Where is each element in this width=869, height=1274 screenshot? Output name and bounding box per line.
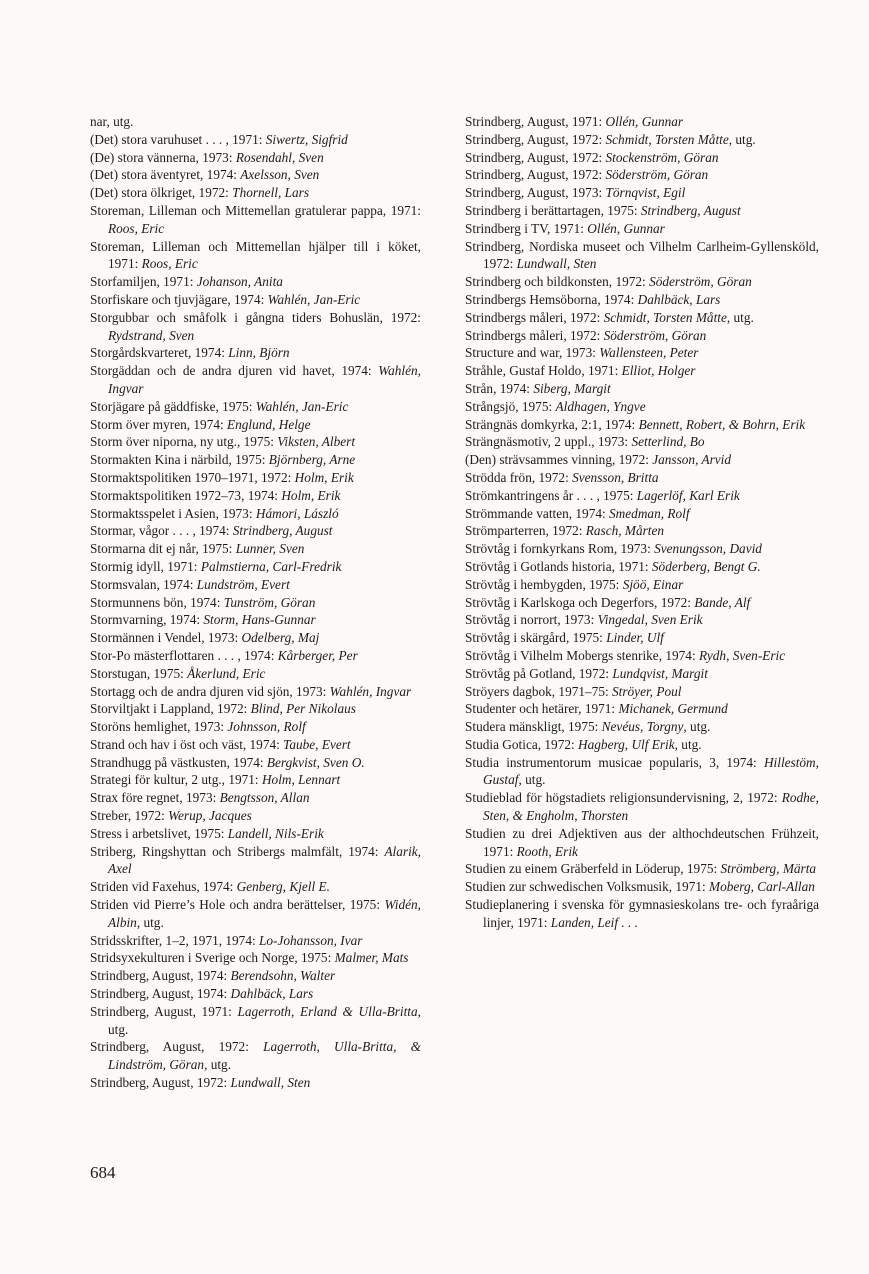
entry-author: Kårberger, Per xyxy=(277,647,358,663)
entry-author: Moberg, Carl-Allan xyxy=(709,879,815,895)
index-entry xyxy=(90,505,421,523)
entry-title: Strödda frön, 1972: xyxy=(465,469,573,485)
entry-title: Storfamiljen, 1971: xyxy=(90,274,197,290)
entry-title: Strövtåg i Vilhelm Mobergs stenrike, 1974: xyxy=(465,647,699,663)
entry-title: Stormunnens bön, 1974: xyxy=(90,594,224,610)
entry-title: Strövtåg på Gotland, 1972: xyxy=(465,665,613,681)
index-entry xyxy=(465,860,819,878)
index-entry xyxy=(465,576,819,594)
index-entry xyxy=(90,558,421,576)
entry-title: Storjägare på gäddfiske, 1975: xyxy=(90,398,256,414)
entry-author: Hagberg, Ulf Erik xyxy=(578,736,675,752)
entry-author: Schmidt, Torsten Måtte xyxy=(605,131,729,147)
entry-author: Lundström, Evert xyxy=(196,576,290,592)
entry-author: Tunström, Göran xyxy=(223,594,316,610)
index-entry xyxy=(90,789,421,807)
entry-author: Linn, Björn xyxy=(228,345,290,361)
entry-author: Wahlén, Jan-Eric xyxy=(267,291,361,307)
entry-author: Landen, Leif . . . xyxy=(550,914,638,930)
entry-suffix: , utg. xyxy=(108,1003,421,1037)
entry-title: Strindberg, August, 1972: xyxy=(465,131,606,147)
entry-author: Strömberg, Märta xyxy=(720,861,817,877)
entry-author: Holm, Erik xyxy=(281,487,341,503)
entry-title: Strån, 1974: xyxy=(465,380,534,396)
entry-author: Åkerlund, Eric xyxy=(187,665,266,681)
entry-title: Strömmande vatten, 1974: xyxy=(465,505,610,521)
index-entry xyxy=(90,113,421,131)
entry-title: Stor-Po mästerflottaren . . . , 1974: xyxy=(90,647,278,663)
index-entry xyxy=(90,985,421,1003)
index-entry xyxy=(465,416,819,434)
entry-title: Storgårdskvarteret, 1974: xyxy=(90,345,229,361)
entry-author: Svenungsson, David xyxy=(654,541,762,557)
index-entry xyxy=(90,896,421,932)
entry-title: Strindberg, August, 1971: xyxy=(465,114,606,129)
entry-author: Bengtsson, Allan xyxy=(219,790,310,806)
index-entry xyxy=(465,754,819,790)
index-entry xyxy=(90,949,421,967)
entry-author: Palmstierna, Carl-Fredrik xyxy=(200,558,342,574)
entry-title: (Det) stora varuhuset . . . , 1971: xyxy=(90,131,266,147)
index-entry xyxy=(90,166,421,184)
entry-title: Stormig idyll, 1971: xyxy=(90,558,201,574)
entry-author: Thornell, Lars xyxy=(232,185,310,201)
index-entry xyxy=(465,683,819,701)
index-entry xyxy=(465,433,819,451)
index-entry xyxy=(465,540,819,558)
entry-title: Stormaktspolitiken 1970–1971, 1972: xyxy=(90,469,295,485)
entry-author: Elliot, Holger xyxy=(621,363,696,379)
entry-title: Stormsvalan, 1974: xyxy=(90,576,197,592)
index-entry xyxy=(90,149,421,167)
index-entry xyxy=(90,1003,421,1039)
entry-author: Hillestöm, Gustaf xyxy=(483,754,819,788)
entry-title: Strövtåg i fornkyrkans Rom, 1973: xyxy=(465,541,655,557)
index-entry xyxy=(90,878,421,896)
index-entry xyxy=(465,184,819,202)
entry-title: Stress i arbetslivet, 1975: xyxy=(90,825,228,841)
entry-title: Strindberg, August, 1973: xyxy=(465,185,606,201)
entry-author: Söderberg, Bengt G. xyxy=(651,558,761,574)
index-entry xyxy=(465,149,819,167)
entry-author: Svensson, Britta xyxy=(572,469,659,485)
entry-title: Strindberg, August, 1972: xyxy=(90,1039,264,1055)
entry-title: Stormar, vågor . . . , 1974: xyxy=(90,523,233,539)
index-entry xyxy=(465,362,819,380)
entry-title: nar, utg. xyxy=(90,114,134,129)
entry-author: Dahlbäck, Lars xyxy=(637,291,721,307)
index-entry xyxy=(90,398,421,416)
entry-title: Strindberg, August, 1972: xyxy=(90,1075,231,1091)
index-entry xyxy=(90,1038,421,1074)
entry-title: Strindberg i berättartagen, 1975: xyxy=(465,202,641,218)
entry-author: Odelberg, Maj xyxy=(241,630,320,646)
entry-title: Storöns hemlighet, 1973: xyxy=(90,719,228,735)
index-entry xyxy=(90,647,421,665)
entry-author: Strindberg, August xyxy=(640,202,741,218)
index-entry xyxy=(90,825,421,843)
index-entry xyxy=(465,238,819,274)
index-entry xyxy=(465,647,819,665)
entry-author: Landell, Nils-Erik xyxy=(227,825,324,841)
index-entry xyxy=(90,416,421,434)
entry-title: Strindberg, August, 1974: xyxy=(90,986,231,1002)
entry-author: Bennett, Robert, & Bohrn, Erik xyxy=(638,416,806,432)
index-entry xyxy=(90,611,421,629)
entry-author: Wahlén, Ingvar xyxy=(108,363,421,396)
index-entry xyxy=(90,291,421,309)
entry-title: Strand och hav i öst och väst, 1974: xyxy=(90,736,284,752)
index-entry xyxy=(90,629,421,647)
entry-title: Strövtåg i norrort, 1973: xyxy=(465,612,598,628)
index-entry xyxy=(465,398,819,416)
index-entry xyxy=(90,700,421,718)
entry-title: Storeman, Lilleman och Mittemellan gratulerar pappa, 1971: xyxy=(90,202,421,218)
index-entry xyxy=(465,131,819,149)
index-entry xyxy=(465,825,819,861)
index-entry xyxy=(90,754,421,772)
entry-author: Rasch, Mårten xyxy=(585,523,665,539)
entry-title: Ströyers dagbok, 1971–75: xyxy=(465,683,612,699)
entry-title: (Det) stora äventyret, 1974: xyxy=(90,167,241,183)
entry-title: Strindberg, Nordiska museet och Vilhelm Carlheim-Gyllensköld, 1972: xyxy=(465,238,819,272)
entry-suffix: , utg. xyxy=(204,1057,232,1073)
entry-title: Storviltjakt i Lappland, 1972: xyxy=(90,701,251,717)
index-entry xyxy=(90,469,421,487)
entry-author: Lagerlöf, Karl Erik xyxy=(636,487,740,503)
index-entry xyxy=(465,665,819,683)
entry-author: Werup, Jacques xyxy=(168,808,252,824)
entry-title: Strömparterren, 1972: xyxy=(465,523,586,539)
entry-author: Siberg, Margit xyxy=(533,380,611,396)
entry-author: Lundqvist, Margit xyxy=(612,665,708,681)
index-entry xyxy=(465,344,819,362)
entry-author: Lagerroth, Erland & Ulla-Britta xyxy=(237,1003,418,1019)
index-entry xyxy=(90,771,421,789)
entry-title: (De) stora vännerna, 1973: xyxy=(90,149,236,165)
entry-title: Stormaktspolitiken 1972–73, 1974: xyxy=(90,487,282,503)
entry-title: Strömkantringens år . . . , 1975: xyxy=(465,487,637,503)
entry-title: (Den) strävsammes vinning, 1972: xyxy=(465,452,653,468)
index-entry xyxy=(465,611,819,629)
index-entry xyxy=(465,487,819,505)
entry-title: Storstugan, 1975: xyxy=(90,665,188,681)
entry-title: Studien zu drei Adjektiven aus der althochdeutschen Frühzeit, 1971: xyxy=(465,825,819,859)
entry-author: Setterlind, Bo xyxy=(631,434,705,450)
entry-title: Studia Gotica, 1972: xyxy=(465,736,579,752)
entry-title: Strövtåg i Gotlands historia, 1971: xyxy=(465,558,652,574)
entry-author: Vingedal, Sven Erik xyxy=(597,612,703,628)
entry-author: Ströyer, Poul xyxy=(612,683,682,699)
index-entry xyxy=(465,166,819,184)
entry-author: Lagerroth, Ulla-Britta, & Lindström, Göran xyxy=(108,1039,421,1073)
entry-author: Sjöö, Einar xyxy=(622,576,684,592)
index-entry xyxy=(465,718,819,736)
entry-author: Johanson, Anita xyxy=(196,274,283,290)
index-column-right xyxy=(465,113,819,932)
index-entry xyxy=(465,327,819,345)
index-entry xyxy=(90,202,421,238)
index-entry xyxy=(465,896,819,932)
index-entry xyxy=(90,1074,421,1092)
entry-author: Schmidt, Torsten Måtte xyxy=(603,309,727,325)
index-entry xyxy=(90,932,421,950)
entry-title: Strindberg, August, 1972: xyxy=(465,149,606,165)
entry-author: Roos, Eric xyxy=(108,220,165,236)
entry-author: Rosendahl, Sven xyxy=(235,149,324,165)
index-column-left xyxy=(90,113,421,1092)
entry-title: Strövtåg i hembygden, 1975: xyxy=(465,576,623,592)
entry-author: Widén, Albin xyxy=(108,897,421,930)
index-entry xyxy=(465,878,819,896)
entry-title: Strindberg, August, 1971: xyxy=(90,1003,238,1019)
entry-author: Björnberg, Arne xyxy=(268,452,356,468)
index-entry xyxy=(465,629,819,647)
entry-title: Studien zu einem Gräberfeld in Löderup, 1975: xyxy=(465,861,721,877)
entry-title: Studera mänskligt, 1975: xyxy=(465,719,602,735)
entry-author: Taube, Evert xyxy=(283,736,351,752)
entry-suffix: , utg. xyxy=(674,736,702,752)
entry-title: Stormännen i Vendel, 1973: xyxy=(90,630,242,646)
entry-title: Strindberg, August, 1972: xyxy=(465,167,606,183)
entry-author: Blind, Per Nikolaus xyxy=(250,701,356,717)
entry-author: Rydh, Sven-Eric xyxy=(698,647,786,663)
entry-title: Strindbergs Hemsöborna, 1974: xyxy=(465,291,638,307)
entry-author: Söderström, Göran xyxy=(605,167,709,183)
index-entry xyxy=(465,291,819,309)
index-entry xyxy=(465,522,819,540)
entry-title: Strindberg i TV, 1971: xyxy=(465,220,588,236)
entry-author: Ollén, Gunnar xyxy=(587,220,665,236)
entry-title: (Det) stora ölkriget, 1972: xyxy=(90,185,233,201)
entry-title: Storm över myren, 1974: xyxy=(90,416,228,432)
index-entry xyxy=(465,700,819,718)
index-entry xyxy=(90,665,421,683)
entry-title: Studenter och hetärer, 1971: xyxy=(465,701,619,717)
entry-title: Stridsskrifter, 1–2, 1971, 1974: xyxy=(90,932,259,948)
index-entry xyxy=(465,505,819,523)
entry-title: Strångsjö, 1975: xyxy=(465,398,556,414)
entry-suffix: , utg. xyxy=(683,719,711,735)
index-entry xyxy=(465,451,819,469)
index-entry xyxy=(465,594,819,612)
entry-author: Storm, Hans-Gunnar xyxy=(203,612,316,628)
entry-author: Rydstrand, Sven xyxy=(108,327,195,343)
entry-author: Lundwall, Sten xyxy=(230,1075,311,1091)
index-entry xyxy=(90,433,421,451)
page-number: 684 xyxy=(90,1163,116,1182)
entry-title: Storeman, Lilleman och Mittemellan hjälper till i köket, 1971: xyxy=(90,238,421,272)
index-entry xyxy=(90,843,421,879)
entry-title: Studieblad för högstadiets religionsundervisning, 2, 1972: xyxy=(465,790,782,806)
entry-author: Dahlbäck, Lars xyxy=(230,986,314,1002)
entry-author: Rooth, Erik xyxy=(516,843,578,859)
entry-title: Stormarna dit ej når, 1975: xyxy=(90,541,236,557)
entry-title: Strandhugg på västkusten, 1974: xyxy=(90,754,267,770)
entry-author: Bande, Alf xyxy=(694,594,751,610)
index-entry xyxy=(90,309,421,345)
entry-title: Strax före regnet, 1973: xyxy=(90,790,220,806)
index-entry xyxy=(90,131,421,149)
entry-author: Törnqvist, Egil xyxy=(605,185,686,201)
entry-author: Aldhagen, Yngve xyxy=(555,398,646,414)
entry-title: Stortagg och de andra djuren vid sjön, 1973: xyxy=(90,683,330,699)
index-entry xyxy=(465,558,819,576)
entry-title: Strindbergs måleri, 1972: xyxy=(465,327,604,343)
entry-author: Söderström, Göran xyxy=(649,274,752,290)
entry-author: Holm, Erik xyxy=(294,469,354,485)
entry-title: Strategi för kultur, 2 utg., 1971: xyxy=(90,772,262,788)
index-entry xyxy=(90,807,421,825)
index-entry xyxy=(465,309,819,327)
entry-author: Wallensteen, Peter xyxy=(599,345,699,361)
entry-author: Wahlén, Jan-Eric xyxy=(255,398,349,414)
entry-title: Striberg, Ringshyttan och Stribergs malmfält, 1974: xyxy=(90,843,385,859)
entry-author: Bergkvist, Sven O. xyxy=(266,754,365,770)
index-entry xyxy=(465,273,819,291)
index-entry xyxy=(90,736,421,754)
entry-suffix: , utg. xyxy=(726,309,754,325)
entry-title: Stormvarning, 1974: xyxy=(90,612,204,628)
entry-author: Strindberg, August xyxy=(232,523,333,539)
entry-author: Hámori, László xyxy=(255,505,339,521)
entry-title: Stormaktsspelet i Asien, 1973: xyxy=(90,505,256,521)
entry-title: Strövtåg i skärgård, 1975: xyxy=(465,630,607,646)
entry-author: Lunner, Sven xyxy=(235,541,305,557)
index-entry xyxy=(465,789,819,825)
entry-title: Stråhle, Gustaf Holdo, 1971: xyxy=(465,363,622,379)
entry-title: Strindberg, August, 1974: xyxy=(90,968,231,984)
entry-title: Strängnäs domkyrka, 2:1, 1974: xyxy=(465,416,639,432)
entry-author: Genberg, Kjell E. xyxy=(236,879,330,895)
entry-title: Storfiskare och tjuvjägare, 1974: xyxy=(90,291,268,307)
entry-author: Malmer, Mats xyxy=(334,950,409,966)
entry-author: Viksten, Albert xyxy=(277,434,356,450)
entry-suffix: , utg. xyxy=(728,131,756,147)
entry-author: Smedman, Rolf xyxy=(609,505,690,521)
entry-author: Lo-Johansson, Ivar xyxy=(259,932,363,948)
entry-title: Strindberg och bildkonsten, 1972: xyxy=(465,274,650,290)
entry-title: Striden vid Pierre’s Hole och andra berättelser, 1975: xyxy=(90,897,385,913)
entry-author: Rodhe, Sten, & Engholm, Thorsten xyxy=(483,790,819,824)
entry-author: Roos, Eric xyxy=(141,256,198,272)
entry-title: Streber, 1972: xyxy=(90,808,169,824)
entry-suffix: , utg. xyxy=(518,772,546,788)
entry-author: Söderström, Göran xyxy=(603,327,707,343)
index-entry xyxy=(90,594,421,612)
entry-author: Stockenström, Göran xyxy=(605,149,719,165)
entry-author: Axelsson, Sven xyxy=(240,167,320,183)
entry-title: Strövtåg i Karlskoga och Degerfors, 1972: xyxy=(465,594,695,610)
index-entry xyxy=(90,683,421,701)
entry-author: Nevéus, Torgny xyxy=(601,719,684,735)
entry-title: Strindbergs måleri, 1972: xyxy=(465,309,604,325)
index-entry xyxy=(90,487,421,505)
entry-author: Lundwall, Sten xyxy=(516,256,597,272)
entry-author: Linder, Ulf xyxy=(606,630,664,646)
entry-title: Storgäddan och de andra djuren vid havet, 1974: xyxy=(90,363,379,379)
index-entry xyxy=(90,718,421,736)
index-entry xyxy=(465,469,819,487)
entry-title: Storm över niporna, ny utg., 1975: xyxy=(90,434,278,450)
entry-author: Siwertz, Sigfrid xyxy=(265,131,348,147)
entry-author: Alarik, Axel xyxy=(108,843,421,877)
index-entry xyxy=(90,184,421,202)
entry-author: Englund, Helge xyxy=(227,416,311,432)
index-entry xyxy=(90,273,421,291)
entry-author: Michanek, Germund xyxy=(618,701,728,717)
entry-title: Studia instrumentorum musicae popularis, 3, 1974: xyxy=(465,754,764,770)
index-entry xyxy=(90,344,421,362)
index-entry xyxy=(90,522,421,540)
index-entry xyxy=(90,576,421,594)
entry-author: Wahlén, Ingvar xyxy=(329,683,412,699)
index-entry xyxy=(90,238,421,274)
entry-suffix: , utg. xyxy=(136,914,164,930)
entry-title: Stridsyxekulturen i Sverige och Norge, 1975: xyxy=(90,950,335,966)
entry-title: Structure and war, 1973: xyxy=(465,345,600,361)
entry-author: Jansson, Arvid xyxy=(652,452,732,468)
index-entry xyxy=(90,967,421,985)
entry-title: Strängnäsmotiv, 2 uppl., 1973: xyxy=(465,434,632,450)
index-entry xyxy=(465,202,819,220)
index-entry xyxy=(90,362,421,398)
index-entry xyxy=(465,380,819,398)
entry-author: Johnsson, Rolf xyxy=(227,719,306,735)
entry-title: Studien zur schwedischen Volksmusik, 1971: xyxy=(465,879,710,895)
index-entry xyxy=(90,540,421,558)
entry-title: Stormakten Kina i närbild, 1975: xyxy=(90,452,269,468)
index-entry xyxy=(90,451,421,469)
index-entry xyxy=(465,220,819,238)
entry-title: Striden vid Faxehus, 1974: xyxy=(90,879,237,895)
entry-author: Ollén, Gunnar xyxy=(605,114,684,129)
entry-title: Studieplanering i svenska för gymnasieskolans tre- och fyraåriga linjer, 1971: xyxy=(465,897,819,930)
entry-author: Berendsohn, Walter xyxy=(230,968,336,984)
index-entry xyxy=(465,113,819,131)
index-entry xyxy=(465,736,819,754)
entry-title: Storgubbar och småfolk i gångna tiders Bohuslän, 1972: xyxy=(90,309,421,325)
entry-author: Holm, Lennart xyxy=(261,772,341,788)
